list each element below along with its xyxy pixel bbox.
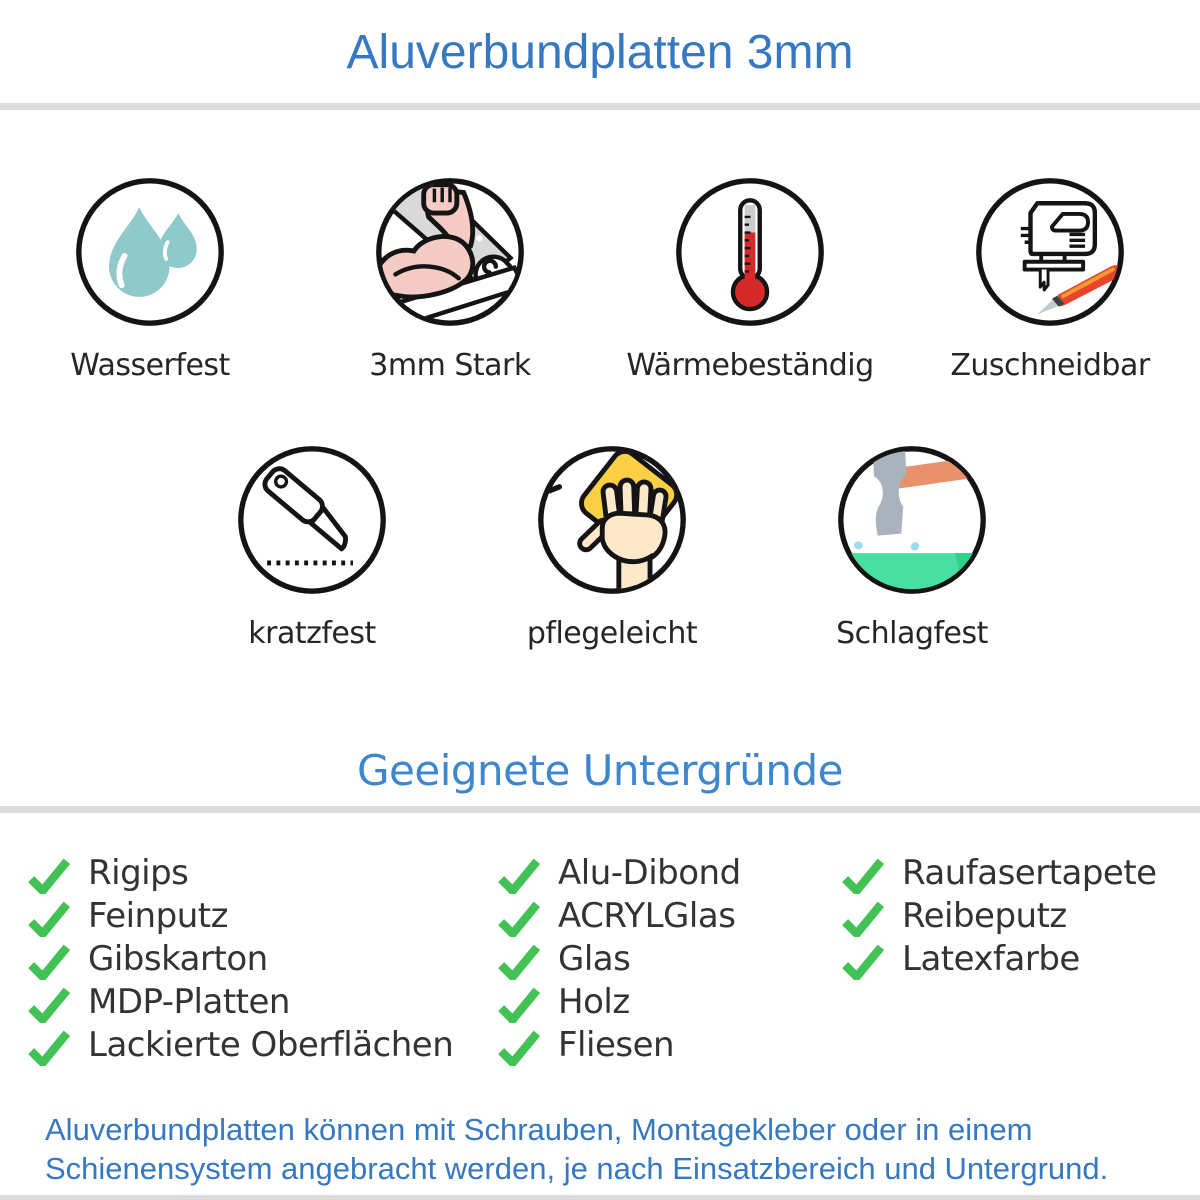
list-item-label: Feinputz (88, 895, 228, 936)
check-icon (28, 1030, 70, 1066)
cleaning-hand-icon (534, 442, 690, 598)
feature-heat-resistant (600, 174, 900, 384)
jigsaw-cutter-icon (972, 174, 1128, 330)
list-item (28, 894, 498, 937)
substrates-column-3 (842, 851, 1157, 1066)
list-item (498, 851, 842, 894)
feature-cuttable (900, 174, 1200, 384)
list-item (28, 937, 498, 980)
feature-waterproof (0, 174, 300, 384)
feature-scratch-resistant (162, 442, 462, 652)
list-item (498, 937, 842, 980)
check-icon (28, 901, 70, 937)
check-icon (28, 858, 70, 894)
list-item-label: Latexfarbe (902, 938, 1080, 979)
list-item (842, 894, 1157, 937)
list-item-label: ACRYLGlas (558, 895, 736, 936)
list-item (498, 1023, 842, 1066)
feature-label: Wasserfest (70, 348, 230, 383)
list-item (28, 980, 498, 1023)
mounting-note-line-2: Schienensystem angebracht werden, je nach Einsatzbereich und Untergrund. (45, 1151, 1109, 1186)
feature-3mm-strong (300, 174, 600, 384)
feature-easy-care (462, 442, 762, 652)
list-item (842, 937, 1157, 980)
list-item-label: Holz (558, 981, 630, 1022)
feature-label: Wärmebeständig (626, 348, 874, 383)
check-icon (28, 944, 70, 980)
hammer-impact-icon (834, 442, 990, 598)
list-item (28, 851, 498, 894)
divider (0, 103, 1200, 110)
feature-impact-resistant (762, 442, 1062, 652)
check-icon (842, 858, 884, 894)
check-icon (498, 1030, 540, 1066)
list-item-label: Rigips (88, 852, 189, 893)
thermometer-icon (672, 174, 828, 330)
check-icon (498, 901, 540, 937)
substrates-column-2 (498, 851, 842, 1066)
list-item (842, 851, 1157, 894)
features-row-2 (12, 442, 1200, 652)
mounting-note-line-1: Aluverbundplatten können mit Schrauben, Montagekleber oder in einem (45, 1112, 1033, 1147)
substrates-list (0, 851, 1200, 1066)
list-item-label: Lackierte Oberflächen (88, 1024, 454, 1065)
utility-knife-icon (234, 442, 390, 598)
mounting-note (0, 1110, 1200, 1188)
page-title: Aluverbundplatten 3mm (346, 26, 854, 79)
feature-label: 3mm Stark (369, 348, 531, 383)
check-icon (842, 901, 884, 937)
feature-label: pflegeleicht (526, 616, 698, 651)
feature-label: kratzfest (248, 616, 376, 651)
check-icon (498, 944, 540, 980)
feature-label: Schlagfest (836, 616, 988, 651)
list-item-label: Glas (558, 938, 631, 979)
list-item (498, 894, 842, 937)
list-item (28, 1023, 498, 1066)
list-item-label: Gibskarton (88, 938, 268, 979)
check-icon (842, 944, 884, 980)
check-icon (498, 987, 540, 1023)
feature-label: Zuschneidbar (950, 348, 1150, 383)
divider (0, 806, 1200, 813)
divider (0, 1195, 1200, 1200)
list-item-label: Raufasertapete (902, 852, 1157, 893)
list-item (498, 980, 842, 1023)
water-drops-icon (72, 174, 228, 330)
features-row-1 (0, 174, 1200, 384)
substrates-column-1 (28, 851, 498, 1066)
list-item-label: Fliesen (558, 1024, 675, 1065)
check-icon (28, 987, 70, 1023)
list-item-label: Alu-Dibond (558, 852, 741, 893)
list-item-label: Reibeputz (902, 895, 1067, 936)
list-item-label: MDP-Platten (88, 981, 290, 1022)
flex-arm-panel-icon (372, 174, 528, 330)
section-title-substrates: Geeignete Untergründe (356, 746, 844, 795)
check-icon (498, 858, 540, 894)
